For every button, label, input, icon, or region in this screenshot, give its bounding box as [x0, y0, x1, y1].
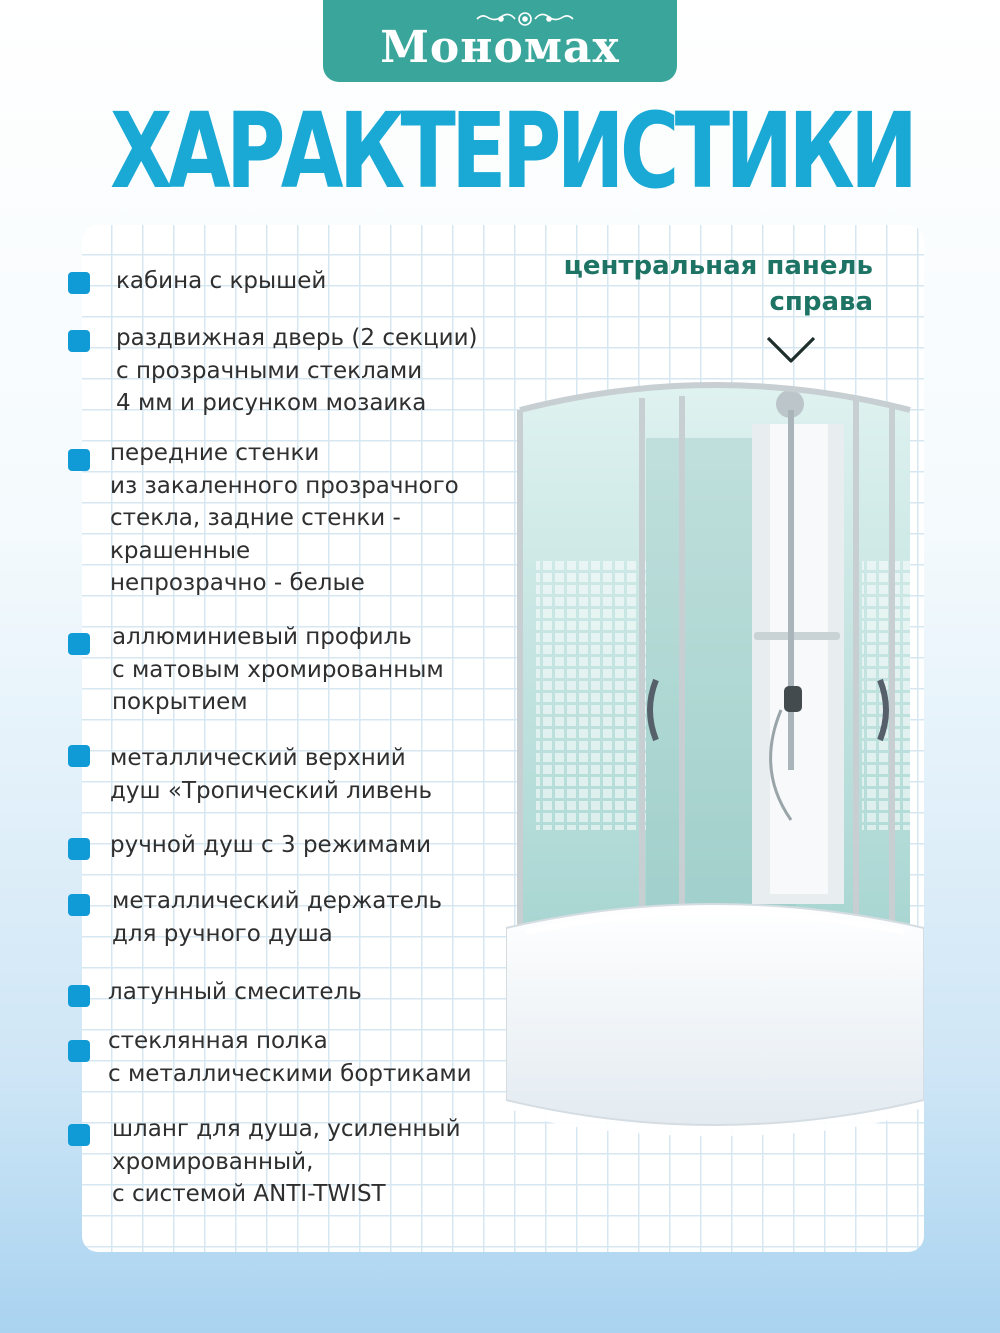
bullet-icon [68, 633, 90, 655]
page-title: ХАРАКТЕРИСТИКИ [110, 90, 914, 212]
feature-item-6: ручной душ с 3 режимами [110, 832, 432, 858]
shower-cabin-image [506, 380, 924, 1140]
bullet-icon [68, 985, 90, 1007]
floral-ornament-icon [470, 8, 580, 30]
bullet-icon [68, 894, 90, 916]
bullet-icon [68, 838, 90, 860]
feature-item-5: металлический верхний душ «Тропический ливень [110, 745, 433, 804]
feature-item-9: стеклянная полка с металлическими бортиками [108, 1028, 472, 1087]
feature-item-4: аллюминиевый профиль с матовым хромированным покрытием [112, 624, 444, 715]
bullet-icon [68, 1040, 90, 1062]
feature-item-10: шланг для душа, усиленный хромированный, с системой ANTI-TWIST [112, 1116, 461, 1207]
bullet-icon [68, 745, 90, 767]
bullet-icon [68, 1124, 90, 1146]
brand-name: Мономах [380, 21, 620, 73]
feature-item-1: кабина с крышей [116, 268, 327, 294]
bullet-icon [68, 449, 90, 471]
feature-item-8: латунный смеситель [108, 979, 362, 1005]
chevron-down-icon [766, 335, 816, 365]
bullet-icon [68, 330, 90, 352]
side-label: центральная панель справа [563, 251, 873, 317]
bullet-icon [68, 272, 90, 294]
feature-item-3: передние стенки из закаленного прозрачного стекла, задние стенки - крашенные непрозрачно - белые [110, 440, 459, 596]
feature-item-7: металлический держатель для ручного душа [112, 888, 443, 947]
feature-item-2: раздвижная дверь (2 секции) с прозрачными стеклами 4 мм и рисунком мозаика [116, 325, 478, 416]
